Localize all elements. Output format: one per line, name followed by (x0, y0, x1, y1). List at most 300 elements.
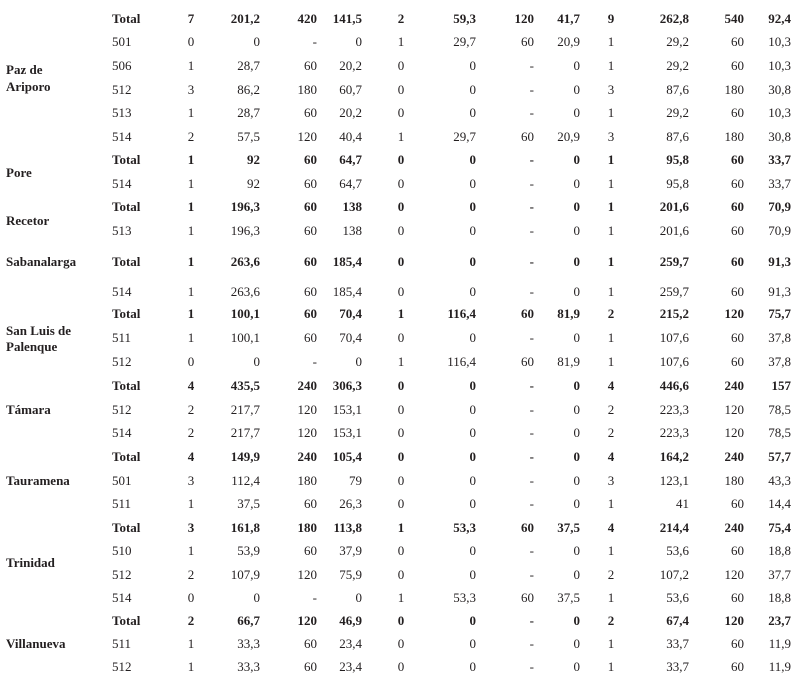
table-cell: 20,9 (557, 129, 580, 144)
table-cell: 240 (724, 520, 744, 535)
row-label: 512 (112, 402, 132, 417)
table-cell: 60 (731, 199, 744, 214)
table-cell: 185,4 (332, 284, 362, 299)
table-cell: 60 (731, 354, 744, 369)
table-cell: - (529, 496, 534, 511)
table-cell: 60 (304, 284, 317, 299)
table-cell: 0 (573, 659, 580, 674)
table-cell: 0 (469, 613, 476, 628)
table-cell: 0 (469, 473, 476, 488)
table-cell: 0 (573, 176, 580, 191)
table-cell: 0 (469, 223, 476, 238)
table-cell: 1 (607, 659, 615, 674)
table-cell: 14,4 (768, 496, 791, 511)
table-cell: 0 (253, 34, 260, 49)
row-label: Total (112, 152, 141, 167)
table-cell: 1 (607, 152, 615, 167)
table-cell: 75,9 (339, 567, 362, 582)
table-cell: 0 (397, 613, 405, 628)
table-cell: 60 (731, 330, 744, 345)
table-cell: - (529, 659, 534, 674)
table-cell: 223,3 (659, 425, 689, 440)
table-cell: 1 (607, 254, 615, 269)
table-cell: - (529, 176, 534, 191)
table-cell: 0 (187, 354, 195, 369)
row-label: 514 (112, 284, 132, 299)
table-cell: 0 (573, 223, 580, 238)
table-cell: 0 (469, 496, 476, 511)
table-cell: 141,5 (332, 11, 362, 26)
table-cell: 0 (397, 152, 405, 167)
table-cell: 215,2 (659, 306, 689, 321)
table-cell: 60 (304, 636, 317, 651)
table-cell: 1 (187, 254, 195, 269)
table-cell: 540 (724, 11, 744, 26)
table-row (0, 657, 805, 677)
table-cell: 0 (397, 176, 405, 191)
table-cell: 180 (297, 520, 317, 535)
total-row (0, 447, 805, 467)
table-cell: 240 (724, 449, 744, 464)
table-cell: 33,7 (666, 659, 689, 674)
table-row (0, 588, 805, 608)
total-row (0, 304, 805, 324)
municipality-name: Ariporo (6, 79, 51, 94)
table-cell: 120 (724, 402, 744, 417)
table-cell: 107,6 (659, 330, 689, 345)
table-row (0, 328, 805, 348)
row-label: 513 (112, 223, 132, 238)
table-cell: 1 (607, 34, 615, 49)
table-cell: 78,5 (768, 402, 791, 417)
row-label: 511 (112, 496, 132, 511)
table-cell: 37,7 (768, 567, 791, 582)
table-row (0, 565, 805, 585)
table-cell: 60 (304, 543, 317, 558)
table-cell: 20,9 (557, 34, 580, 49)
table-cell: - (529, 82, 534, 97)
table-cell: 263,6 (230, 284, 260, 299)
table-cell: 0 (397, 659, 405, 674)
table-cell: 0 (397, 254, 405, 269)
table-cell: 0 (397, 58, 405, 73)
table-cell: 0 (469, 543, 476, 558)
table-cell: 60 (731, 590, 744, 605)
table-cell: 0 (573, 567, 580, 582)
table-cell: 60 (731, 284, 744, 299)
table-cell: 0 (355, 354, 362, 369)
table-cell: 0 (397, 105, 405, 120)
table-cell: - (529, 284, 534, 299)
row-label: 513 (112, 105, 132, 120)
table-cell: 3 (187, 473, 195, 488)
table-cell: 0 (397, 449, 405, 464)
table-cell: 60 (731, 152, 744, 167)
table-cell: 75,4 (768, 520, 791, 535)
table-cell: 0 (573, 449, 580, 464)
table-cell: 2 (187, 402, 195, 417)
table-cell: 57,5 (237, 129, 260, 144)
table-cell: 0 (355, 34, 362, 49)
row-label: Total (112, 199, 141, 214)
table-cell: 1 (187, 330, 195, 345)
table-cell: 1 (187, 223, 195, 238)
row-label: 512 (112, 567, 132, 582)
table-cell: 0 (397, 199, 405, 214)
table-cell: 60 (521, 129, 534, 144)
table-cell: 60 (304, 254, 317, 269)
table-cell: 33,3 (237, 636, 260, 651)
table-cell: 60 (731, 543, 744, 558)
table-cell: 214,4 (659, 520, 689, 535)
table-row (0, 32, 805, 52)
table-row (0, 56, 805, 76)
table-cell: 0 (573, 58, 580, 73)
table-cell: 105,4 (332, 449, 362, 464)
table-cell: 240 (297, 378, 317, 393)
table-cell: 180 (724, 82, 744, 97)
table-cell: 2 (397, 11, 405, 26)
table-cell: 1 (607, 543, 615, 558)
table-cell: 3 (607, 473, 615, 488)
table-cell: 92 (247, 152, 260, 167)
table-cell: 0 (253, 590, 260, 605)
table-cell: 60 (304, 176, 317, 191)
table-cell: 33,3 (237, 659, 260, 674)
table-cell: 28,7 (237, 58, 260, 73)
table-cell: 0 (573, 473, 580, 488)
table-cell: 64,7 (339, 176, 362, 191)
row-label: 514 (112, 129, 132, 144)
table-cell: 95,8 (666, 152, 689, 167)
table-cell: 107,2 (659, 567, 689, 582)
table-cell: 37,8 (768, 354, 791, 369)
table-cell: 37,5 (237, 496, 260, 511)
table-cell: - (529, 223, 534, 238)
table-cell: 60 (731, 496, 744, 511)
row-label: 511 (112, 330, 132, 345)
table-row (0, 634, 805, 654)
row-label: 501 (112, 473, 132, 488)
table-cell: 138 (342, 223, 362, 238)
table-cell: 100,1 (230, 306, 260, 321)
row-label: Total (112, 613, 141, 628)
table-cell: 46,9 (339, 613, 362, 628)
table-cell: - (529, 449, 534, 464)
table-cell: 60 (731, 34, 744, 49)
table-cell: 1 (397, 129, 405, 144)
table-cell: 161,8 (230, 520, 260, 535)
total-row (0, 376, 805, 396)
table-cell: 0 (573, 284, 580, 299)
table-cell: 0 (469, 284, 476, 299)
table-cell: 33,7 (768, 176, 791, 191)
table-cell: 180 (724, 129, 744, 144)
table-cell: - (312, 34, 317, 49)
table-cell: 43,3 (768, 473, 791, 488)
table-cell: 37,5 (557, 590, 580, 605)
table-cell: 0 (573, 82, 580, 97)
table-cell: 92,4 (768, 11, 791, 26)
table-cell: 0 (469, 330, 476, 345)
table-cell: 0 (469, 105, 476, 120)
table-cell: 1 (187, 496, 195, 511)
table-cell: 306,3 (332, 378, 362, 393)
table-cell: 81,9 (557, 354, 580, 369)
row-label: 512 (112, 659, 132, 674)
table-cell: 60 (304, 152, 317, 167)
table-cell: 0 (573, 636, 580, 651)
row-label: 511 (112, 636, 132, 651)
table-cell: 3 (607, 129, 615, 144)
table-row (0, 494, 805, 514)
table-cell: 92 (247, 176, 260, 191)
table-cell: 0 (397, 543, 405, 558)
table-row (0, 471, 805, 491)
table-cell: 7 (187, 11, 195, 26)
table-cell: 41,7 (557, 11, 580, 26)
table-cell: 33,7 (768, 152, 791, 167)
table-cell: 66,7 (237, 613, 260, 628)
table-cell: 120 (724, 425, 744, 440)
table-cell: 4 (187, 449, 195, 464)
table-cell: 123,1 (659, 473, 689, 488)
table-cell: 262,8 (659, 11, 689, 26)
table-cell: 60 (521, 520, 534, 535)
table-cell: 0 (469, 402, 476, 417)
table-cell: 0 (573, 105, 580, 120)
table-cell: 0 (187, 590, 195, 605)
table-cell: 3 (187, 520, 195, 535)
table-cell: 1 (187, 306, 195, 321)
table-cell: 1 (607, 330, 615, 345)
table-cell: 0 (469, 176, 476, 191)
table-cell: 26,3 (339, 496, 362, 511)
table-cell: 9 (607, 11, 615, 26)
table-cell: 107,6 (659, 354, 689, 369)
table-cell: 0 (469, 378, 476, 393)
table-cell: 4 (607, 449, 615, 464)
table-cell: 70,9 (768, 223, 791, 238)
table-cell: 2 (607, 567, 615, 582)
table-cell: 0 (397, 636, 405, 651)
table-cell: 1 (397, 306, 405, 321)
table-cell: 0 (573, 199, 580, 214)
table-cell: 1 (607, 176, 615, 191)
total-row (0, 611, 805, 631)
table-cell: 0 (469, 567, 476, 582)
table-cell: 1 (397, 354, 405, 369)
table-cell: 201,6 (659, 199, 689, 214)
table-cell: 157 (771, 378, 791, 393)
row-label: 514 (112, 425, 132, 440)
table-cell: 0 (573, 496, 580, 511)
table-cell: 0 (573, 378, 580, 393)
row-label: 501 (112, 34, 132, 49)
table-cell: 0 (573, 543, 580, 558)
table-cell: 91,3 (768, 284, 791, 299)
table-cell: 0 (469, 425, 476, 440)
table-cell: 2 (187, 129, 195, 144)
table-cell: 149,9 (230, 449, 260, 464)
table-cell: 20,2 (339, 105, 362, 120)
table-cell: 67,4 (666, 613, 689, 628)
table-cell: 60 (731, 223, 744, 238)
table-cell: 259,7 (659, 284, 689, 299)
table-cell: 1 (187, 659, 195, 674)
row-label: Total (112, 306, 141, 321)
table-cell: 53,3 (453, 590, 476, 605)
table-cell: 180 (724, 473, 744, 488)
municipality-name: San Luis de (6, 323, 72, 338)
table-cell: 217,7 (230, 402, 260, 417)
table-row (0, 423, 805, 443)
table-cell: 2 (187, 613, 195, 628)
table-cell: 4 (187, 378, 195, 393)
table-row (0, 80, 805, 100)
table-cell: 113,8 (333, 520, 362, 535)
table-cell: 201,6 (659, 223, 689, 238)
table-cell: - (529, 613, 534, 628)
table-cell: 10,3 (768, 34, 791, 49)
table-cell: 0 (469, 659, 476, 674)
table-cell: 60 (521, 590, 534, 605)
table-cell: 0 (397, 567, 405, 582)
row-label: 512 (112, 82, 132, 97)
table-cell: 1 (397, 34, 405, 49)
table-cell: 0 (397, 82, 405, 97)
table-cell: 2 (187, 567, 195, 582)
table-cell: 2 (607, 613, 615, 628)
municipality-name: Villanueva (6, 636, 66, 651)
table-cell: 0 (469, 152, 476, 167)
table-cell: 0 (397, 330, 405, 345)
table-cell: 120 (724, 306, 744, 321)
table-cell: 0 (573, 425, 580, 440)
table-cell: 2 (607, 306, 615, 321)
table-cell: - (529, 402, 534, 417)
table-cell: 18,8 (768, 590, 791, 605)
table-cell: 87,6 (666, 129, 689, 144)
table-cell: 60 (304, 330, 317, 345)
row-label: Total (112, 11, 141, 26)
table-cell: 23,4 (339, 636, 362, 651)
table-cell: - (529, 254, 534, 269)
table-cell: 41 (676, 496, 689, 511)
table-cell: - (529, 567, 534, 582)
table-cell: 240 (297, 449, 317, 464)
table-cell: 4 (607, 378, 615, 393)
total-row (0, 518, 805, 538)
table-cell: 180 (297, 473, 317, 488)
table-cell: 59,3 (453, 11, 476, 26)
table-cell: 60 (731, 254, 744, 269)
table-cell: 60 (521, 34, 534, 49)
table-cell: 0 (397, 496, 405, 511)
table-cell: 20,2 (339, 58, 362, 73)
table-cell: 100,1 (230, 330, 260, 345)
table-cell: 153,1 (332, 425, 362, 440)
table-cell: 53,9 (237, 543, 260, 558)
table-cell: 0 (573, 152, 580, 167)
table-cell: 2 (187, 425, 195, 440)
table-cell: 29,7 (453, 129, 476, 144)
table-cell: 1 (187, 105, 195, 120)
municipality-name: Recetor (6, 213, 50, 228)
table-cell: - (529, 473, 534, 488)
table-cell: 0 (397, 473, 405, 488)
table-cell: 201,2 (230, 11, 260, 26)
table-cell: 0 (469, 58, 476, 73)
table-cell: 0 (397, 378, 405, 393)
table-cell: 1 (607, 636, 615, 651)
table-cell: 29,7 (453, 34, 476, 49)
table-cell: 0 (469, 82, 476, 97)
table-cell: - (529, 199, 534, 214)
table-cell: 0 (469, 199, 476, 214)
table-row (0, 174, 805, 194)
table-cell: 120 (297, 402, 317, 417)
table-cell: 3 (607, 82, 615, 97)
table-cell: 0 (573, 402, 580, 417)
table-cell: 1 (607, 354, 615, 369)
table-cell: 60 (304, 496, 317, 511)
table-cell: 37,5 (557, 520, 580, 535)
table-cell: 0 (355, 590, 362, 605)
row-label: Total (112, 520, 141, 535)
table-cell: 60 (304, 659, 317, 674)
table-cell: 40,4 (339, 129, 362, 144)
municipality-name: Sabanalarga (6, 254, 77, 269)
row-label: 514 (112, 176, 132, 191)
municipality-name: Trinidad (6, 555, 55, 570)
table-cell: 196,3 (230, 223, 260, 238)
table-cell: 1 (187, 284, 195, 299)
table-cell: 1 (607, 199, 615, 214)
table-cell: 60 (521, 306, 534, 321)
table-cell: 435,5 (230, 378, 260, 393)
table-cell: 60 (731, 58, 744, 73)
total-row (0, 9, 805, 29)
table-cell: 2 (607, 425, 615, 440)
table-cell: 446,6 (659, 378, 689, 393)
municipality-name: Támara (6, 402, 51, 417)
table-cell: 120 (514, 11, 534, 26)
table-cell: 70,4 (339, 306, 362, 321)
table-cell: 107,9 (230, 567, 260, 582)
table-cell: 120 (297, 425, 317, 440)
table-cell: 1 (187, 199, 195, 214)
table-cell: - (529, 152, 534, 167)
table-cell: - (529, 636, 534, 651)
total-row (0, 150, 805, 170)
municipality-name: Palenque (6, 339, 58, 354)
table-cell: 116,4 (447, 354, 476, 369)
table-cell: 86,2 (237, 82, 260, 97)
table-cell: - (529, 105, 534, 120)
table-cell: 3 (187, 82, 195, 97)
table-cell: 81,9 (557, 306, 580, 321)
table-cell: 29,2 (666, 58, 689, 73)
table-cell: 60 (304, 58, 317, 73)
table-cell: 60 (304, 306, 317, 321)
table-row (0, 127, 805, 147)
row-label: 510 (112, 543, 132, 558)
row-label: Total (112, 378, 141, 393)
table-cell: 75,7 (768, 306, 791, 321)
table-cell: - (312, 354, 317, 369)
table-cell: 30,8 (768, 129, 791, 144)
